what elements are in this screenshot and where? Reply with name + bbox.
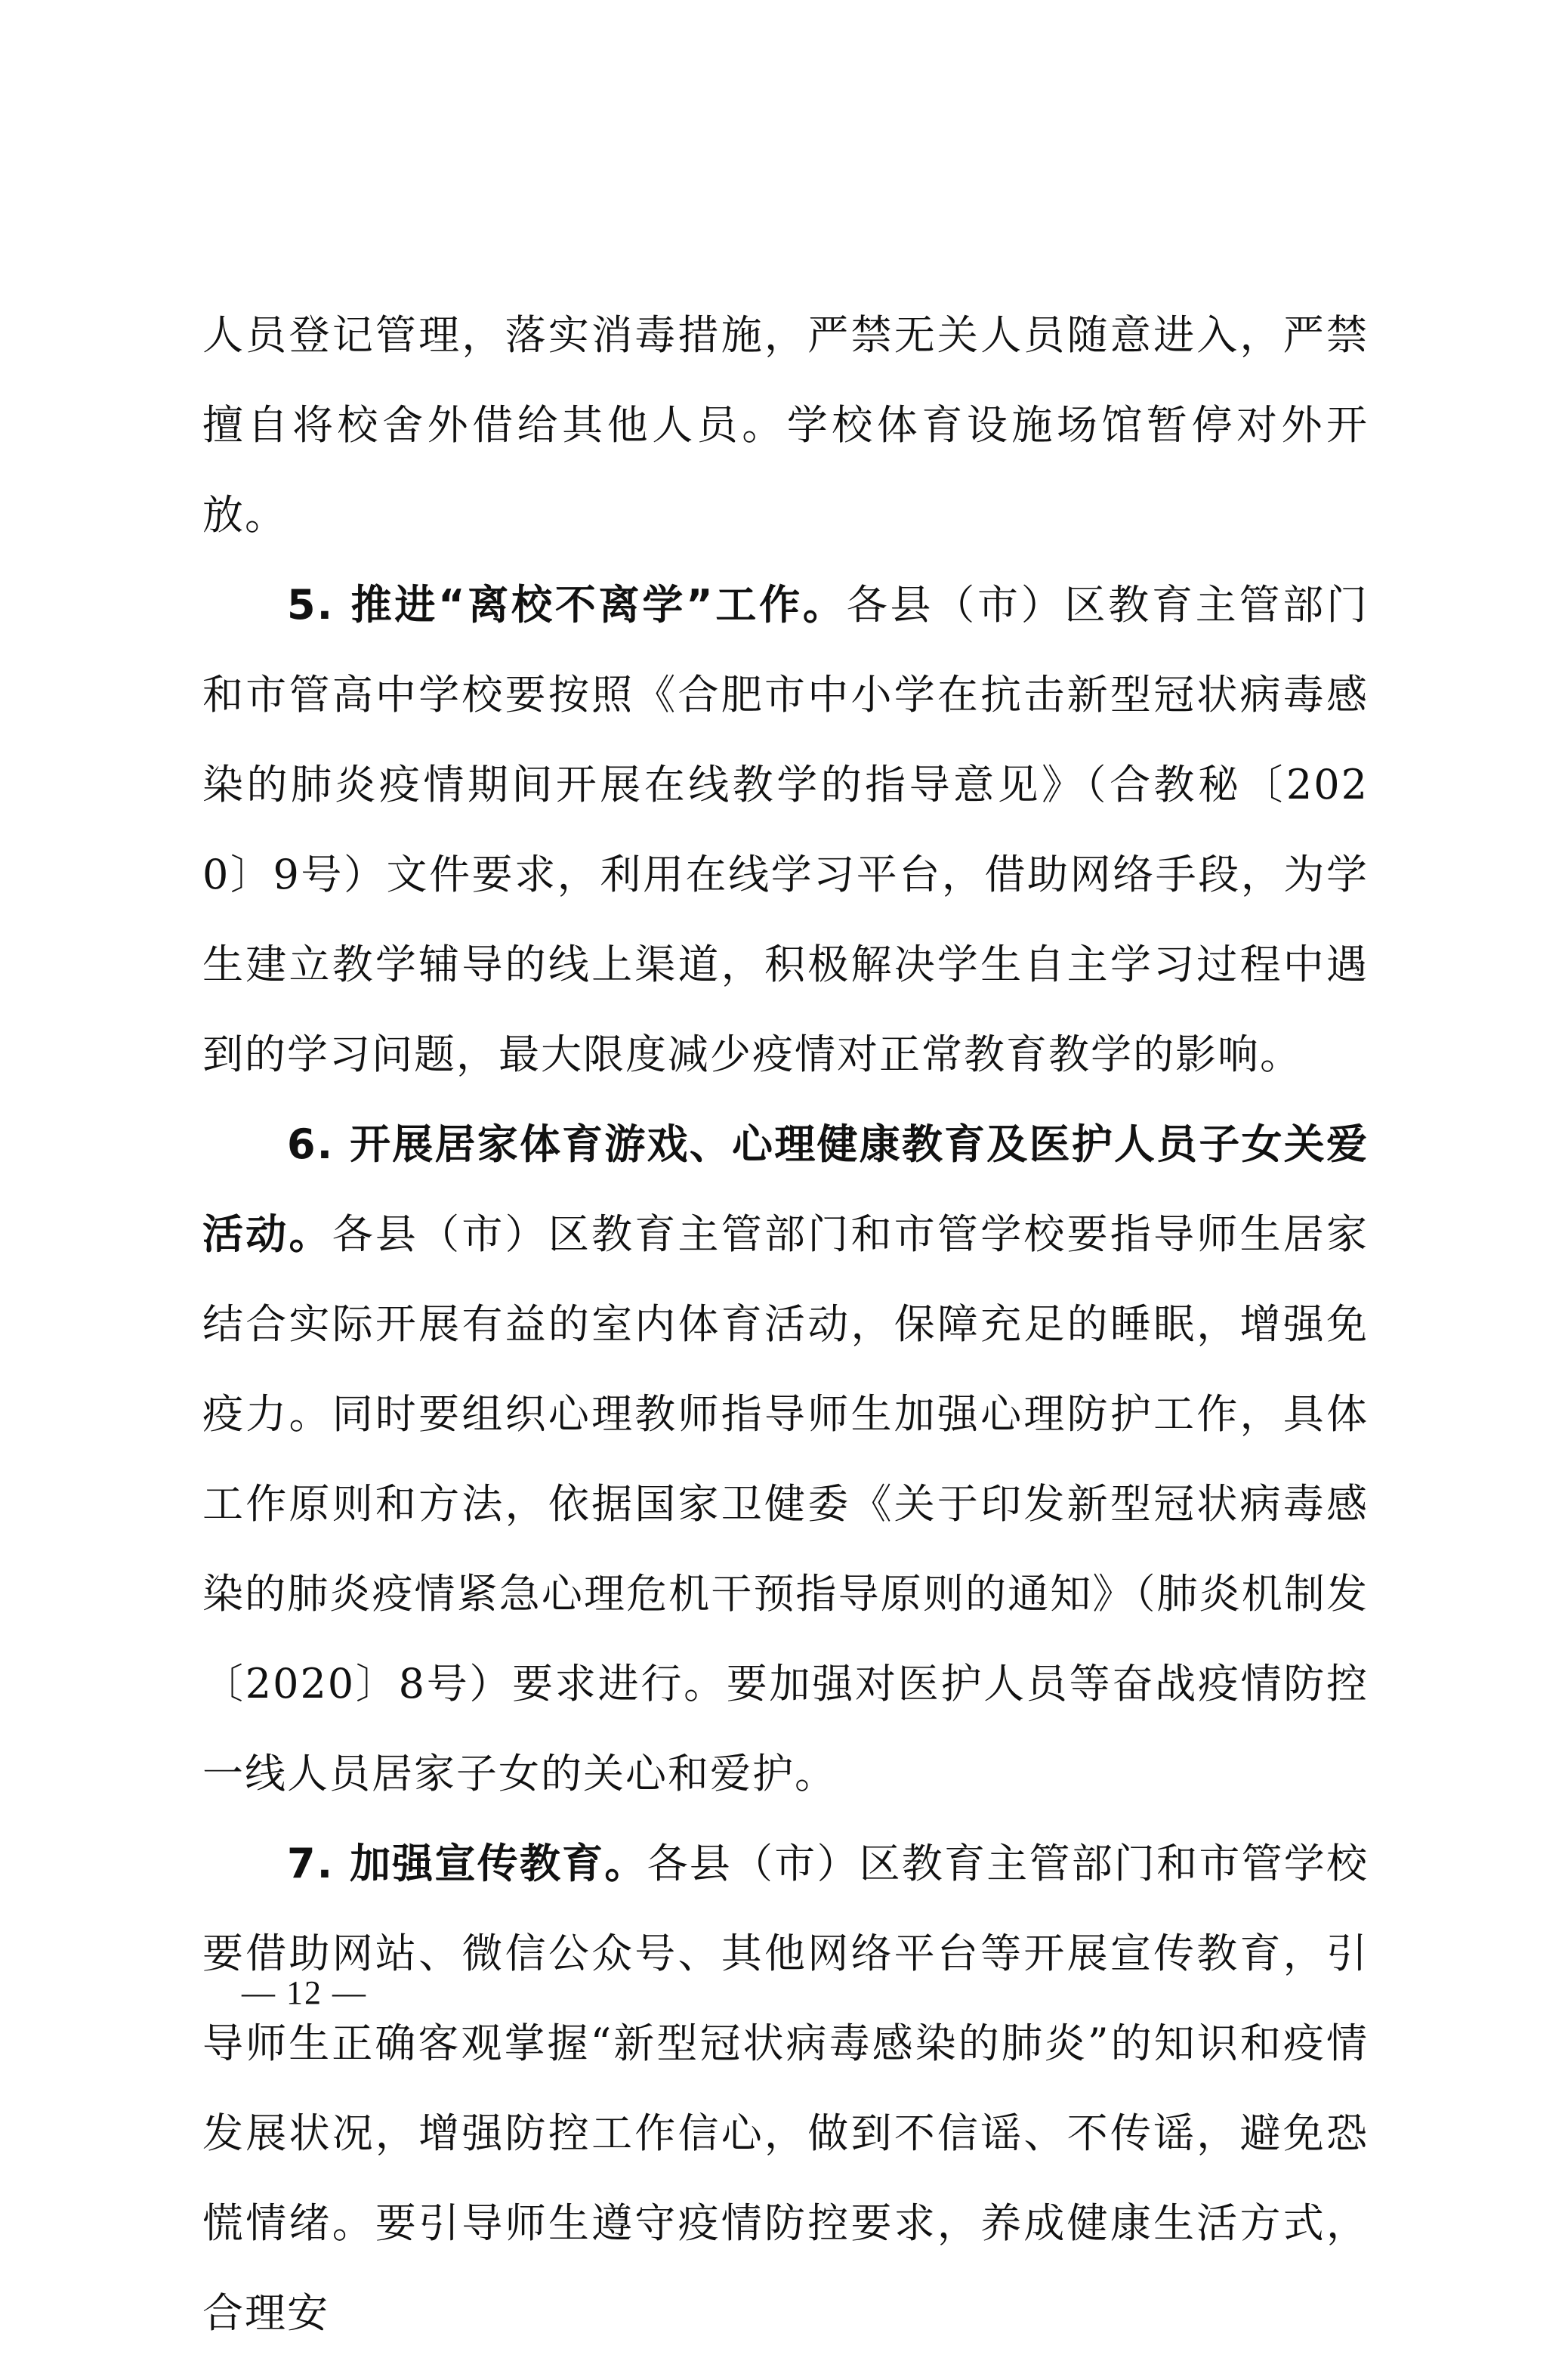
page-number: — 12 —	[242, 1974, 367, 2011]
body-text	[202, 290, 1369, 2358]
paragraph-continuation	[202, 290, 1369, 560]
item-heading: 7. 加强宣传教育。	[287, 1840, 647, 1887]
item-heading: 5. 推进“离校不离学”工作。	[287, 581, 847, 629]
paragraph-text: 各县（市）区教育主管部门和市管学校要指导师生居家结合实际开展有益的室内体育活动，保障充足的睡眠，增强免疫力。同时要组织心理教师指导师生加强心理防护工作，具体工作原则和方法，依据国家卫健委《关于印发新型冠状病毒感染的肺炎疫情紧急心理危机干预指导原则的通知》（肺炎机制发〔2020〕8号）要求进行。要加强对医护人员等奋战疫情防控一线人员居家子女的关心和爱护。	[202, 1210, 1369, 1797]
paragraph-item-5	[202, 560, 1369, 1099]
paragraph-text: 各县（市）区教育主管部门和市管高中学校要按照《合肥市中小学在抗击新型冠状病毒感染的肺炎疫情期间开展在线教学的指导意见》（合教秘〔2020〕9号）文件要求，利用在线学习平台，借助网络手段，为学生建立教学辅导的线上渠道，积极解决学生自主学习过程中遇到的学习问题，最大限度减少疫情对正常教育教学的影响。	[202, 581, 1369, 1078]
paragraph-item-7	[202, 1819, 1369, 2358]
paragraph-item-6	[202, 1099, 1369, 1819]
paragraph-text: 各县（市）区教育主管部门和市管学校要借助网站、微信公众号、其他网络平台等开展宣传教育，引导师生正确客观掌握“新型冠状病毒感染的肺炎”的知识和疫情发展状况，增强防控工作信心，做到不信谣、不传谣，避免恐慌情绪。要引导师生遵守疫情防控要求，养成健康生活方式，合理安	[202, 1840, 1369, 2337]
item-heading: 6. 开展居家体育游戏、心理健康教育及医护人员子女关爱活动。	[202, 1120, 1369, 1258]
paragraph-text: 人员登记管理，落实消毒措施，严禁无关人员随意进入，严禁擅自将校舍外借给其他人员。学校体育设施场馆暂停对外开放。	[202, 311, 1369, 539]
